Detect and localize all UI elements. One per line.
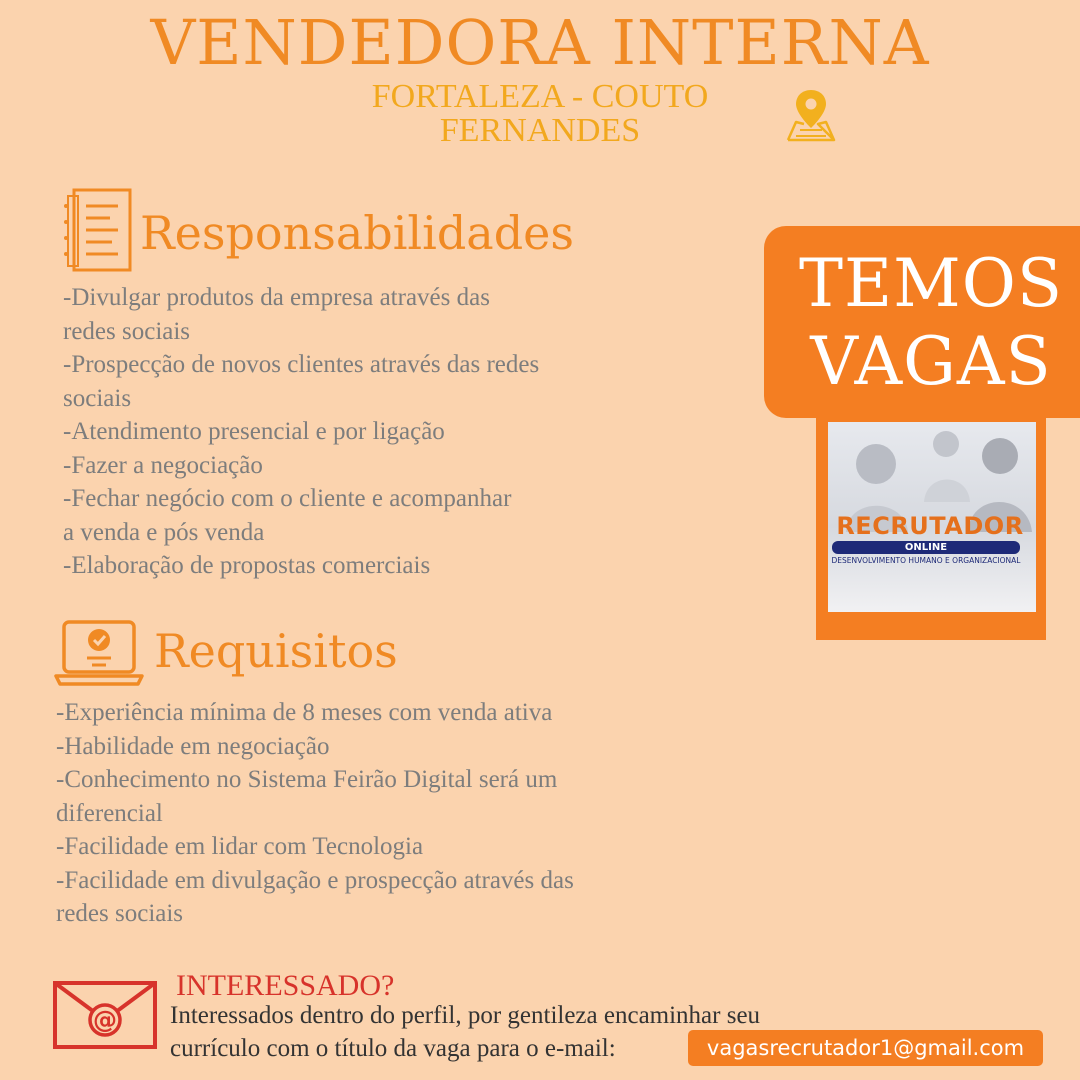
- interessado-heading: INTERESSADO?: [176, 969, 395, 1002]
- responsabilidades-list: -Divulgar produtos da empresa através das redes sociais -Prospecção de novos clientes através das redes sociais -Atendimento presencial e por ligação -Fazer a negociação -Fechar negócio com o cliente e acompanhar a venda e pós venda -Elaboração de propostas comerciais: [63, 284, 540, 579]
- requisitos-list: -Experiência mínima de 8 meses com venda ativa -Habilidade em negociação -Conhecimento no Sistema Feirão Digital será um diferencial -Facilidade em lidar com Tecnologia -Facilidade em divulgação e prospecção através das redes sociais: [56, 699, 574, 927]
- contact-line-1: Interessados dentro do perfil, por gentileza encaminhar seu: [170, 1002, 761, 1029]
- document-list-icon: [60, 186, 136, 272]
- location-pin-icon: [782, 86, 840, 144]
- location-line-1: FORTALEZA - COUTO: [371, 78, 709, 115]
- temos-vagas-text: [786, 245, 1076, 401]
- recrutador-logo: RECRUTADOR: [836, 512, 1024, 540]
- job-location: [330, 80, 750, 148]
- banner-line-2: VAGAS: [810, 323, 1052, 400]
- svg-text:@: @: [93, 1006, 117, 1034]
- page-title: VENDEDORA INTERNA: [150, 6, 930, 79]
- laptop-badge-icon: [54, 618, 144, 690]
- email-address[interactable]: vagasrecrutador1@gmail.com: [688, 1030, 1043, 1066]
- requisitos-heading: Requisitos: [154, 624, 398, 678]
- banner-line-1: TEMOS: [798, 245, 1064, 322]
- responsabilidades-heading: Responsabilidades: [140, 206, 574, 260]
- logo-online-bar: ONLINE: [832, 541, 1020, 554]
- location-line-2: FERNANDES: [439, 112, 641, 149]
- contact-line-2: currículo com o título da vaga para o e-mail:: [170, 1035, 616, 1062]
- email-at-icon: [52, 980, 158, 1050]
- logo-tagline: DESENVOLVIMENTO HUMANO E ORGANIZACIONAL: [831, 556, 1021, 565]
